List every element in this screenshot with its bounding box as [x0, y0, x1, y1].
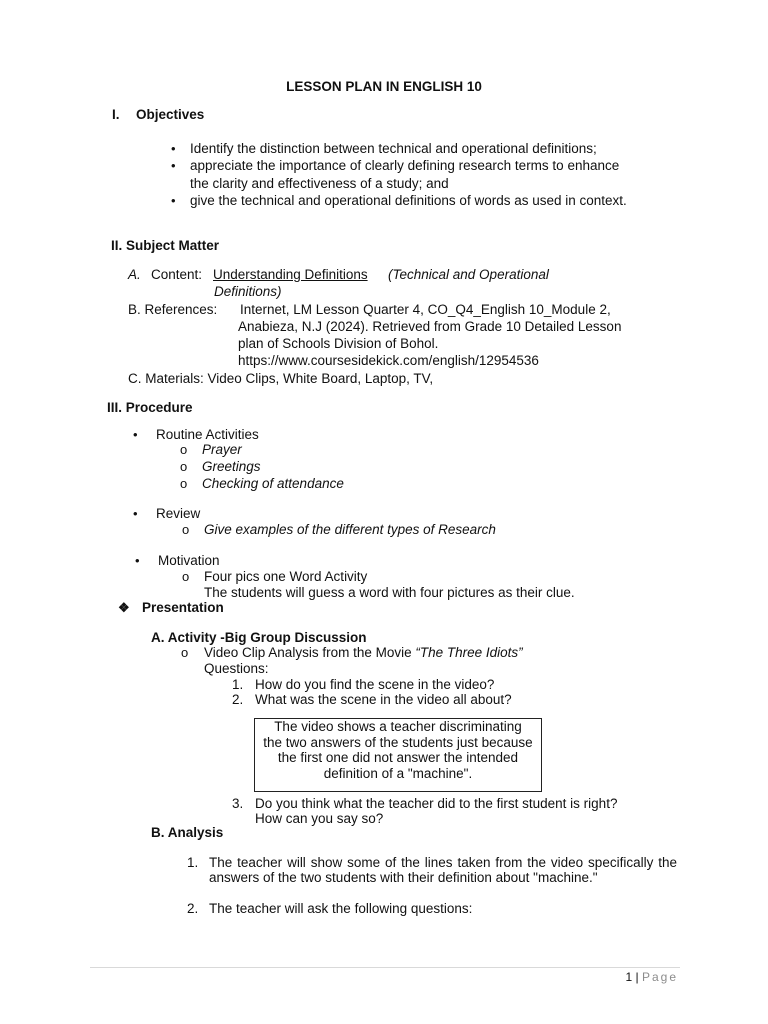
movie-title: “The Three Idiots”: [415, 645, 523, 660]
objectives-number: I.: [112, 107, 120, 122]
answer-box-text: The video shows a teacher discriminating the two answers of the students just because the first one did not answer the intended definition of a "machine".: [263, 719, 533, 781]
reference-line: Anabieza, N.J (2024). Retrieved from Grade 10 Detailed Lesson: [238, 319, 622, 334]
objective-item-continued: the clarity and effectiveness of a study; and: [190, 176, 449, 191]
activity-heading: A. Activity -Big Group Discussion: [151, 630, 367, 645]
circle-bullet-icon: o: [180, 442, 188, 457]
analysis-item: The teacher will ask the following questions:: [209, 901, 473, 916]
routine-item: Prayer: [202, 442, 242, 457]
routine-item: Checking of attendance: [202, 476, 344, 491]
procedure-number: III: [107, 400, 119, 415]
diamond-bullet-icon: ❖: [118, 600, 130, 615]
bullet-icon: •: [135, 553, 140, 568]
page-title: LESSON PLAN IN ENGLISH 10: [286, 79, 482, 94]
subject-matter-heading: II. Subject Matter: [111, 238, 220, 253]
analysis-item: The teacher will show some of the lines taken from the video specifically the answers of the two students with their definition about "machine.": [209, 855, 677, 885]
circle-bullet-icon: o: [181, 645, 189, 660]
content-detail-continued: Definitions): [214, 284, 282, 299]
analysis-heading: B. Analysis: [151, 825, 224, 840]
circle-bullet-icon: o: [180, 476, 188, 491]
objectives-heading: Objectives: [136, 107, 205, 122]
bullet-icon: •: [171, 141, 176, 156]
bullet-icon: •: [133, 427, 138, 442]
bullet-icon: •: [171, 193, 176, 208]
routine-label: Routine Activities: [156, 427, 259, 442]
bullet-icon: •: [133, 506, 138, 521]
clip-analysis-label: Video Clip Analysis from the Movie: [204, 645, 416, 660]
reference-url: https://www.coursesidekick.com/english/12954536: [238, 353, 539, 368]
footer-divider: [90, 967, 680, 968]
motivation-description: The students will guess a word with four pictures as their clue.: [204, 585, 575, 600]
question-item-continued: How can you say so?: [255, 811, 384, 826]
question-number: 3.: [232, 796, 244, 811]
page-number: 1: [625, 970, 633, 984]
motivation-label: Motivation: [158, 553, 220, 568]
analysis-number: 2.: [187, 901, 199, 916]
review-item: Give examples of the different types of Research: [204, 522, 496, 537]
materials-line: C. Materials: Video Clips, White Board, Laptop, TV,: [128, 371, 434, 386]
objective-item: give the technical and operational definitions of words as used in context.: [190, 193, 627, 208]
review-label: Review: [156, 506, 201, 521]
content-letter: A.: [128, 267, 141, 282]
answer-box: [254, 718, 542, 792]
page-word: Page: [641, 970, 678, 984]
procedure-heading: [107, 400, 193, 416]
circle-bullet-icon: o: [182, 569, 190, 584]
circle-bullet-icon: o: [182, 522, 190, 537]
footer-separator: |: [635, 970, 639, 984]
question-number: 1.: [232, 677, 244, 692]
motivation-item: Four pics one Word Activity: [204, 569, 368, 584]
objective-item: appreciate the importance of clearly defining research terms to enhance: [190, 158, 620, 173]
content-detail: (Technical and Operational: [388, 267, 549, 282]
presentation-label: Presentation: [142, 600, 224, 615]
analysis-number: 1.: [187, 855, 199, 870]
question-number: 2.: [232, 692, 244, 707]
content-topic: Understanding Definitions: [213, 267, 368, 282]
objective-item: Identify the distinction between technical and operational definitions;: [190, 141, 597, 156]
bullet-icon: •: [171, 158, 176, 173]
content-label: Content:: [151, 267, 203, 282]
procedure-heading-text: . Procedure: [118, 400, 193, 415]
question-item: Do you think what the teacher did to the first student is right?: [255, 796, 618, 811]
clip-analysis-line: [204, 645, 523, 661]
questions-label: Questions:: [204, 661, 269, 676]
question-item: What was the scene in the video all about?: [255, 692, 512, 707]
page-footer: [625, 970, 678, 984]
question-item: How do you find the scene in the video?: [255, 677, 495, 692]
reference-line: plan of Schools Division of Bohol.: [238, 336, 439, 351]
references-label: B. References:: [128, 302, 218, 317]
reference-line: Internet, LM Lesson Quarter 4, CO_Q4_English 10_Module 2,: [240, 302, 611, 317]
routine-item: Greetings: [202, 459, 261, 474]
circle-bullet-icon: o: [180, 459, 188, 474]
